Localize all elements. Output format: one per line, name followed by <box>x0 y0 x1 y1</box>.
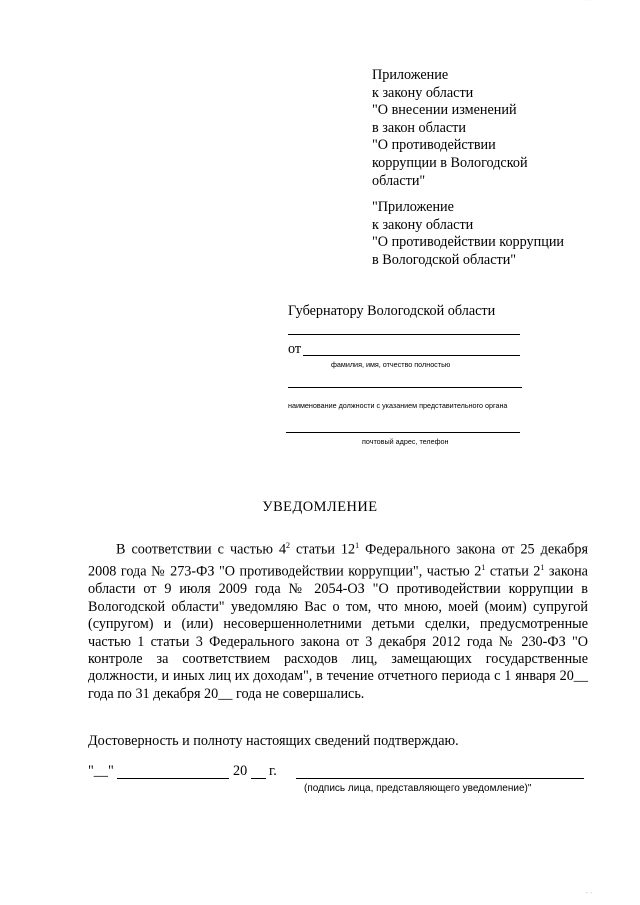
appendix-line: "О противодействии <box>372 137 496 154</box>
appendix-line: "О внесении изменений <box>372 102 517 119</box>
caption-name: фамилия, имя, отчество полностью <box>331 360 451 369</box>
scan-mark: ˙ ˙ <box>586 893 593 900</box>
appendix-line: области" <box>372 172 426 189</box>
confirmation-text: Достоверность и полноту настоящих сведений подтверждаю. <box>88 733 459 749</box>
appendix-quote-line: "Приложение <box>372 199 454 215</box>
appendix-quote-line: к закону области <box>372 216 474 233</box>
body-text: В соответствии с частью 4 <box>116 541 287 558</box>
superscript: 1 <box>355 541 360 550</box>
document-title: УВЕДОМЛЕНИЕ <box>262 499 378 515</box>
year-prefix: 20 <box>233 763 248 779</box>
blank-line-year <box>251 778 266 779</box>
signature-caption: (подпись лица, представляющего уведомление)" <box>304 783 532 794</box>
superscript: 1 <box>481 563 486 573</box>
appendix-line: Приложение <box>372 67 449 83</box>
appendix-line: в закон области <box>372 119 466 136</box>
from-label: от <box>288 341 302 357</box>
caption-address: почтовый адрес, телефон <box>362 437 449 446</box>
caption-position: наименование должности с указанием представительного органа <box>288 401 508 410</box>
body-text: статьи 12 <box>290 541 356 558</box>
appendix-line: коррупции в Вологодской <box>372 154 528 171</box>
day-field: "__" <box>88 763 114 779</box>
superscript: 2 <box>286 541 291 550</box>
blank-line-month <box>117 778 229 779</box>
addressee-title: Губернатору Вологодской области <box>288 303 496 319</box>
appendix-quote-line: в Вологодской области" <box>372 251 517 268</box>
year-suffix: г. <box>269 763 277 779</box>
scan-mark: ˙ ˙ ˙ <box>585 0 596 7</box>
body-text: закона области от 9 июля 2009 года № 2054-ОЗ "О противодействии коррупции в Вологодской области" уведомляю Вас о том, что мною, моей (моим) супругой (супругом) и (или) несовершеннолетними детьми сделки, предусмотренные частью 1 статьи 3 Федерального закона от 3 декабря 2012 года № 230-ФЗ "О контроле за соответствием расходов лиц, замещающих государственные должности, и иных лиц их доходам", в течение отчетного периода с 1 января 20__ года по 31 декабря 20__ года не совершались. <box>88 563 588 702</box>
notification-body <box>88 537 588 703</box>
blank-line-address <box>286 432 520 433</box>
blank-line-addressee <box>288 334 520 335</box>
body-text: статьи 2 <box>485 563 541 580</box>
body-text: Федерального закона от 25 декабря 2008 года № 273-ФЗ "О противодействии коррупции", частью 2 <box>88 541 588 580</box>
blank-line-name <box>303 355 520 356</box>
appendix-quote-line: "О противодействии коррупции <box>372 234 565 251</box>
blank-line-signature <box>296 778 584 779</box>
appendix-quote <box>372 199 564 269</box>
signature-row <box>88 763 114 780</box>
blank-line-position <box>288 387 522 388</box>
appendix-line: к закону области <box>372 84 474 101</box>
appendix-header <box>372 67 528 190</box>
superscript: 1 <box>540 563 545 573</box>
